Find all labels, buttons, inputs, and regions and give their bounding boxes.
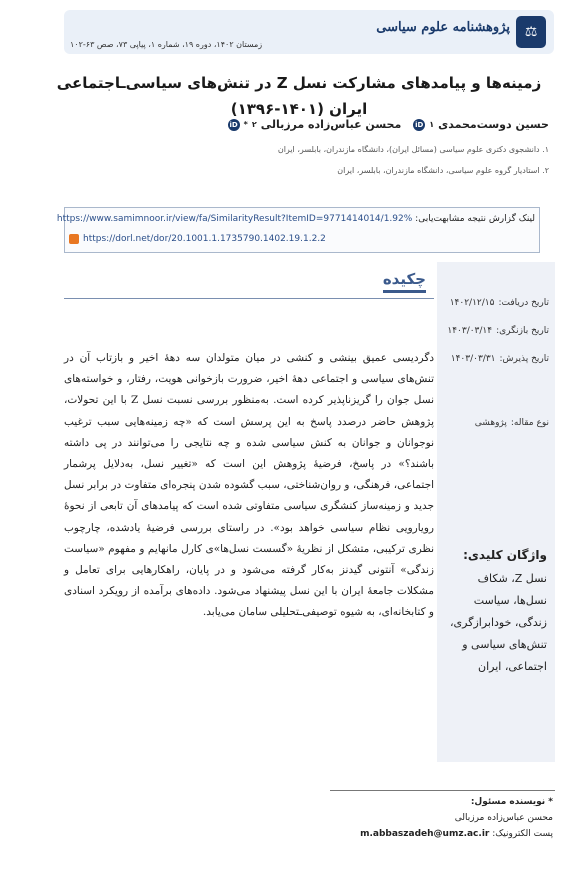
accepted-date: ۱۴۰۳/۰۳/۳۱: [450, 354, 496, 364]
keywords: نسل Z، شکاف نسل‌ها، سیاست زندگی، خودابرازگری، تنش‌های سیاسی و اجتماعی، ایران: [449, 572, 547, 673]
abstract-heading-bar: [64, 268, 434, 299]
corresponding-star: *: [243, 120, 248, 129]
accepted-row: [451, 354, 549, 364]
article-type-row: [475, 418, 549, 428]
abstract-heading: چکیده: [383, 270, 426, 293]
corresponding-name: محسن عباس‌زاده مرزبالی: [454, 813, 553, 823]
abstract-text: دگردیسی عمیق بینشی و کنشی در میان متولدان سه دههٔ اخیر و بازتاب آن در تنش‌های سیاسی و اجتماعی دههٔ اخیر، ضرورت بازخوانی هویت، رفتار، و خواسته‌های نسل جوان را گریزناپذیر کرده است. به‌منظور بررسی نسبت نسل Z با این تحولات، پژوهش حاضر درصدد پاسخ به این پرسش است که «چه زمینه‌هایی سبب ترغیب نوجوانان و جوانان به کنش سیاسی شده و چه نتایجی را می‌توانند در پی داشته باشند؟» در پاسخ، فرضیهٔ پژوهش این است که «تغییر نسل، به‌دلایل پرشمار اجتماعی، فرهنگی، و روان‌شناختی، سبب گشوده شدن پنجره‌ای متفاوت در برابر نسل جدید و زمینه‌ساز کنشگری سیاسی متفاوتی شده است که پیامدهای آن تابعی از نحوهٔ رویارویی نظام سیاسی خواهد بود». در راستای بررسی فرضیهٔ یادشده، چارچوب نظری ترکیبی، متشکل از نظریهٔ «گسست نسل‌ها»ی کارل مانهایم و مفهوم «سیاست زندگی» آنتونی گیدنز به‌کار گرفته می‌شود و در پایان، راهکارهایی برای تعامل و مشکلات جامعهٔ ایران با این نسل پیشنهاد می‌شود. داده‌های برآمده از رویکرد اسنادی و کتابخانه‌ای، به شیوه توصیفی‌ـتحلیلی سامان می‌یابد.: [64, 352, 435, 619]
corresponding-label: * نویسنده مسئول:: [470, 797, 553, 807]
accepted-label: تاریخ پذیرش:: [499, 354, 549, 364]
issue-info: زمستان ۱۴۰۲، دوره ۱۹، شماره ۱، پیاپی ۷۳، صص ۶۳-۱۰۲: [70, 40, 263, 49]
authors-line: [228, 118, 549, 131]
keywords-title: واژگان کلیدی:: [463, 548, 547, 562]
doi-row: [69, 234, 326, 244]
similarity-link[interactable]: https://www.samimnoor.ir/view/fa/SimilarityResult?ItemID=9771414014/1.92%: [56, 214, 413, 224]
article-info-sidebar: [437, 262, 555, 762]
crossref-icon: [69, 234, 79, 244]
author-1-affil-marker: ۱: [429, 120, 435, 129]
footnote-rule: [330, 790, 555, 791]
revised-row: [447, 326, 549, 336]
revised-date: ۱۴۰۳/۰۳/۱۴: [447, 326, 493, 336]
affiliation-1: ۱. دانشجوی دکتری علوم سیاسی (مسائل ایران)، دانشگاه مازندران، بابلسر، ایران: [277, 145, 549, 154]
article-type-label: نوع مقاله:: [510, 418, 549, 428]
author-2-name[interactable]: محسن عباس‌زاده مرزبالی: [260, 118, 402, 131]
journal-name: پژوهشنامه علوم سیاسی: [376, 20, 510, 35]
received-label: تاریخ دریافت:: [498, 298, 549, 308]
journal-logo: ⚖: [516, 16, 546, 48]
received-date: ۱۴۰۲/۱۲/۱۵: [449, 298, 495, 308]
email-link[interactable]: m.abbaszadeh@umz.ac.ir: [360, 829, 490, 839]
orcid-icon[interactable]: iD: [229, 120, 238, 129]
similarity-label: لینک گزارش نتیجه مشابهت‌یابی:: [412, 214, 535, 224]
email-row: [360, 829, 553, 839]
doi-link[interactable]: https://dorl.net/dor/20.1001.1.1735790.1402.19.1.2.2: [83, 234, 326, 244]
similarity-report: [57, 214, 535, 224]
revised-label: تاریخ بازنگری:: [496, 326, 549, 336]
author-2-affil-marker: ۲: [251, 120, 257, 129]
author-1-name[interactable]: حسین دوست‌محمدی: [438, 118, 549, 131]
links-box: [56, 207, 540, 253]
article-title: زمینه‌ها و پیامدهای مشارکت نسل Z در تنش‌های سیاسی‌ـاجتماعی ایران (۱۴۰۱-۱۳۹۶): [56, 74, 542, 118]
email-label: پست الکترونیک:: [489, 829, 553, 839]
journal-header: [64, 10, 554, 54]
article-type: پژوهشی: [474, 418, 507, 428]
affiliation-2: ۲. استادیار گروه علوم سیاسی، دانشگاه مازندران، بابلسر، ایران: [337, 166, 549, 175]
orcid-icon[interactable]: iD: [415, 120, 424, 129]
received-row: [450, 298, 549, 308]
